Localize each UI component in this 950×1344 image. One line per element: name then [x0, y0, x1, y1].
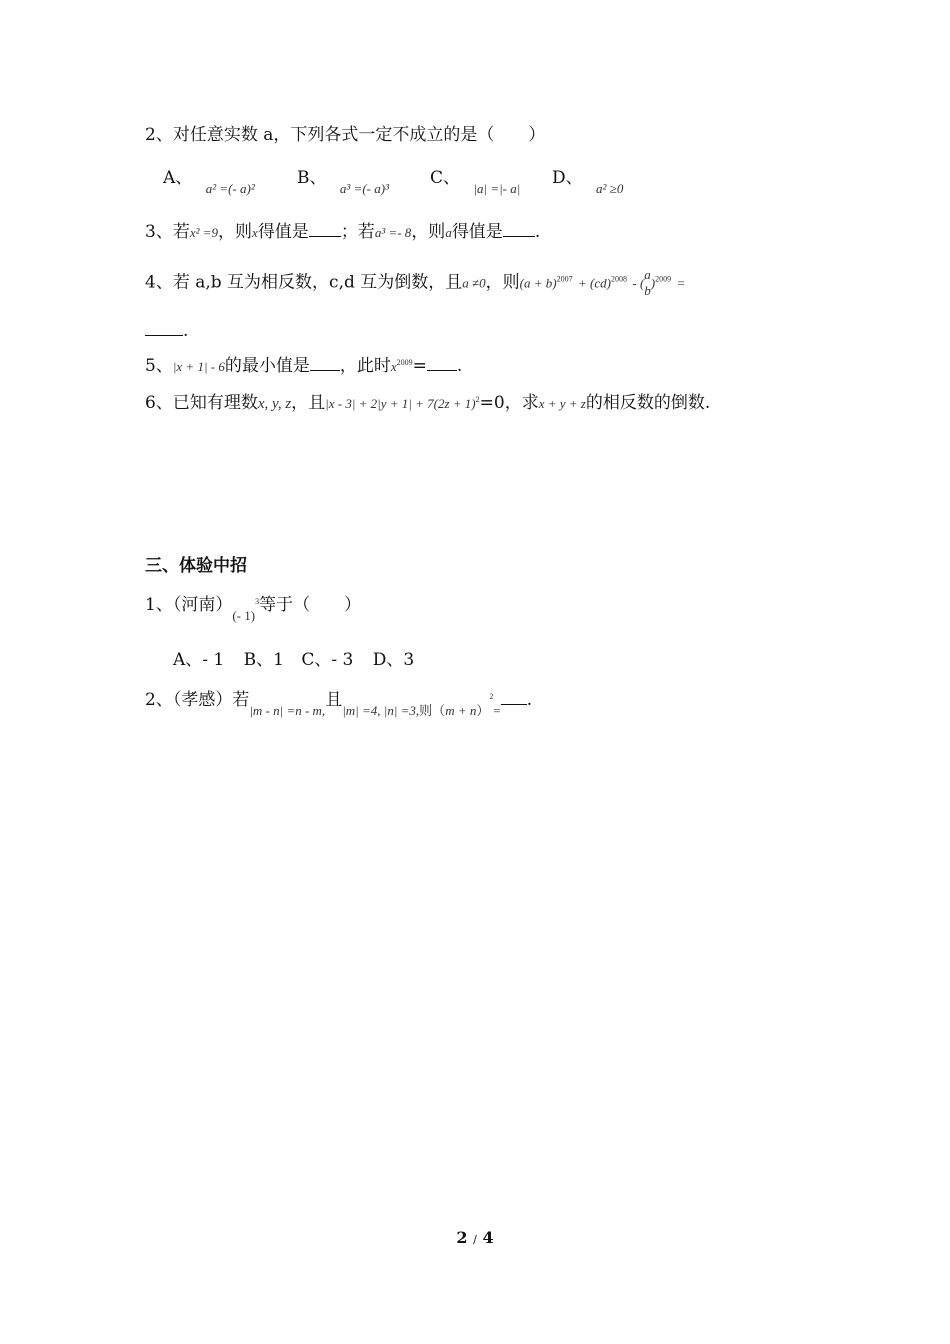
- s1-text: 等于（ ）: [259, 595, 362, 615]
- q3-expr: a³ =- 8: [374, 225, 412, 240]
- total-pages: 4: [482, 1228, 494, 1247]
- option-expr: a² ≥0: [596, 181, 624, 196]
- s2-text: 则（: [419, 703, 446, 718]
- s1-option-b: B、1: [243, 650, 284, 670]
- q6-text: ，且: [291, 393, 326, 413]
- q6-expr: |x - 3| + 2|y + 1| + 7(2z + 1): [325, 396, 476, 411]
- s2-expr: |m| =4, |n| =3,: [342, 703, 420, 718]
- s1-expr: (- 1): [232, 608, 256, 623]
- option-expr: a² =(- a)²: [205, 181, 255, 196]
- s2-expr: m + n: [445, 703, 477, 718]
- answer-blank: [310, 356, 340, 371]
- s2-text: 且: [325, 690, 343, 710]
- s2-text: =: [493, 703, 501, 718]
- exponent: 3: [255, 597, 260, 606]
- option-label: C、: [430, 168, 461, 188]
- exponent: 2: [489, 692, 494, 701]
- answer-blank: [501, 700, 527, 705]
- fraction-numerator: a: [644, 267, 651, 282]
- s1-option-d: D、3: [372, 650, 415, 670]
- exponent: 2008: [610, 274, 627, 284]
- q3-text: ，则: [411, 222, 446, 242]
- current-page: 2: [456, 1228, 468, 1247]
- s2-text: 2、（孝感）若: [145, 690, 250, 710]
- q4-text: 4、若 a,b 互为相反数，c,d 互为倒数，且: [145, 272, 463, 293]
- question-3: [145, 221, 540, 244]
- section3-question-1: [145, 591, 362, 623]
- q2-option-a: [163, 163, 255, 196]
- answer-blank: [145, 321, 183, 336]
- exponent: 2: [475, 395, 480, 404]
- q4-text: .: [183, 321, 189, 341]
- option-label: D、: [552, 168, 583, 188]
- q3-var: x: [252, 225, 258, 240]
- q5-text: 的最小值是: [224, 356, 310, 376]
- page-number: [0, 1228, 950, 1247]
- q5-text: .: [456, 356, 463, 376]
- s2-text: .: [526, 690, 533, 710]
- s1-option-c: C、- 3: [301, 650, 354, 670]
- section3-q1-options: [173, 649, 414, 671]
- option-label: A、: [163, 168, 193, 188]
- q3-expr: x² =9: [189, 225, 219, 240]
- answer-blank: [427, 356, 457, 371]
- page-separator: /: [473, 1233, 477, 1246]
- question-5: [145, 352, 462, 378]
- q5-expr: |x + 1| - 6: [172, 359, 225, 374]
- q3-text: 3、若: [145, 222, 190, 242]
- exponent: 2007: [556, 274, 573, 284]
- s1-text: 1、（河南）: [145, 595, 233, 615]
- q3-text: ；若: [340, 222, 375, 242]
- q4-expr: =: [676, 275, 686, 291]
- q4-expr: + (cd): [578, 275, 611, 291]
- question-6: [145, 389, 710, 415]
- q3-text: ，则: [218, 222, 253, 242]
- q6-text: 的相反数的倒数.: [585, 393, 711, 413]
- q6-text: =0，求: [479, 393, 539, 413]
- q5-expr: x: [390, 359, 397, 374]
- option-expr: |a| =|- a|: [473, 181, 521, 196]
- section3-question-2: [145, 686, 533, 718]
- fraction-denominator: b: [644, 283, 651, 298]
- q4-text: ，则: [485, 272, 520, 293]
- q2-option-b: [297, 163, 389, 196]
- q4-expr: (a + b): [519, 275, 557, 291]
- q4-expr: - (: [632, 275, 645, 291]
- q3-text: .: [534, 222, 541, 242]
- question-4-answer: [145, 320, 188, 342]
- s1-option-a: A、- 1: [173, 650, 225, 670]
- q2-option-c: [430, 163, 521, 196]
- q3-text: 得值是: [257, 222, 309, 242]
- exponent: 2009: [655, 274, 672, 284]
- q5-text: =: [412, 356, 427, 376]
- s2-text: ）: [476, 703, 490, 718]
- q5-text: 5、: [145, 356, 173, 376]
- option-label: B、: [297, 168, 327, 188]
- q4-expr: ): [650, 275, 656, 291]
- option-expr: a³ =(- a)³: [339, 181, 389, 196]
- answer-blank: [309, 222, 341, 237]
- q5-text: ，此时: [339, 356, 391, 376]
- q3-var: a: [445, 225, 452, 240]
- section-heading: 三、体验中招: [145, 556, 247, 576]
- question-2-stem: 2、对任意实数 a，下列各式一定不成立的是（ ）: [145, 125, 546, 145]
- q6-expr: x + y + z: [538, 396, 586, 411]
- q3-text: 得值是: [451, 222, 503, 242]
- q6-vars: x, y, z: [257, 396, 292, 412]
- answer-blank: [503, 222, 535, 237]
- question-4: [145, 267, 685, 299]
- q6-text: 6、已知有理数: [145, 393, 258, 413]
- q4-expr: a ≠0: [462, 275, 486, 291]
- exponent: 2009: [396, 358, 413, 367]
- s2-expr: |m - n| =n - m,: [249, 703, 326, 718]
